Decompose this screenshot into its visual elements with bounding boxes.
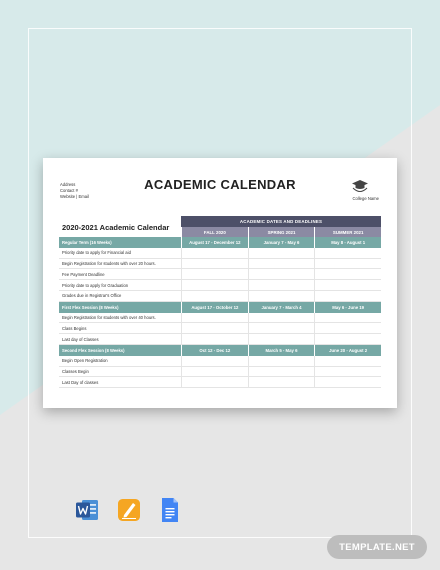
section-date: May 6 - June 19 xyxy=(314,302,381,313)
section-row xyxy=(59,345,381,356)
template-watermark[interactable]: TEMPLATE.NET xyxy=(327,535,427,559)
section-name: Regular Term (16 Weeks) xyxy=(62,239,112,245)
table-row xyxy=(59,259,381,270)
table-row xyxy=(59,334,381,345)
table-row xyxy=(59,367,381,378)
academic-year-title: 2020-2021 Academic Calendar xyxy=(62,223,170,232)
table-row xyxy=(59,313,381,324)
term-header-fall: FALL 2020 xyxy=(181,227,248,237)
term-header-summer: SUMMER 2021 xyxy=(314,227,381,237)
table-row xyxy=(59,356,381,367)
section-date: January 7 - May 6 xyxy=(248,237,315,248)
graduation-cap-icon xyxy=(351,179,369,193)
section-date: August 17 - December 12 xyxy=(181,237,248,248)
table-row xyxy=(59,280,381,291)
row-label: Class Begins xyxy=(62,325,87,331)
section-date: June 20 - August 2 xyxy=(314,345,381,356)
section-date: March 5 - May 6 xyxy=(248,345,315,356)
section-date: August 17 - October 12 xyxy=(181,302,248,313)
table-row xyxy=(59,269,381,280)
pages-icon[interactable] xyxy=(118,497,140,523)
word-icon[interactable] xyxy=(76,497,98,523)
row-label: Classes Begin xyxy=(62,368,89,374)
section-row xyxy=(59,237,381,248)
document-title: ACADEMIC CALENDAR xyxy=(144,177,296,192)
row-label: Priority date to apply for Graduation xyxy=(62,282,129,288)
address-line: Address xyxy=(60,182,76,187)
section-name: First Flex Session (8 Weeks) xyxy=(62,304,119,310)
table-row xyxy=(59,377,381,388)
google-docs-icon[interactable] xyxy=(159,497,181,523)
table-row xyxy=(59,291,381,302)
section-date: January 7 - March 4 xyxy=(248,302,315,313)
contact-line: Contact # xyxy=(60,188,78,193)
section-date: Oct 12 - Dec 12 xyxy=(181,345,248,356)
section-name: Second Flex Session (8 Weeks) xyxy=(62,347,125,353)
term-header-spring: SPRING 2021 xyxy=(248,227,315,237)
calendar-document-preview[interactable] xyxy=(43,158,397,408)
row-label: Grades due in Registrar's Office xyxy=(62,293,122,299)
college-name: College Name xyxy=(352,196,379,201)
row-label: Begin Open Registration xyxy=(62,358,108,364)
table-rows xyxy=(59,237,381,388)
website-line: Website | Email xyxy=(60,194,89,199)
row-label: Last Day of classes xyxy=(62,379,99,385)
row-label: Priority date to apply for Financial aid xyxy=(62,250,131,256)
section-row xyxy=(59,302,381,313)
table-row xyxy=(59,323,381,334)
section-date: May 8 - August 1 xyxy=(314,237,381,248)
table-row xyxy=(59,248,381,259)
row-label: Begin Registration for students with over 20 hours. xyxy=(62,260,156,266)
term-headers xyxy=(181,227,381,237)
row-label: Fee Payment Deadline xyxy=(62,271,105,277)
dates-header: ACADEMIC DATES AND DEADLINES xyxy=(181,216,381,227)
row-label: Last day of Classes xyxy=(62,336,99,342)
row-label: Begin Registration for students with over 40 hours. xyxy=(62,314,156,320)
